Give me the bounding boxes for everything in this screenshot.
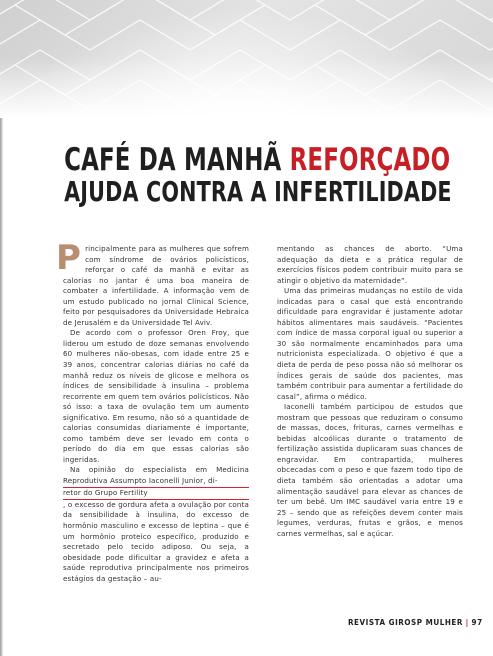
highlighted-text: Assumpto Iaconelli Junior, di- bbox=[109, 476, 218, 486]
article-paragraph: De acordo com o professor Oren Froy, que liderou um estudo de doze semanas envolvendo 60 mulheres não-obesas, com idade entre 25 e 39 anos, concentrar calorias diárias no café da manhã reduz os níveis de glicose e melhora os índices de sensibilidade à insulina – problema recorrente em quem tem ovários policísticos. Não só isso: a taxa de ovulação tem um aumento significativo. Em resumo, não só a quantidade de calorias consumidas diariamente é importante, como também deve ser levado em conta o período do dia em que essas calorias são ingeridas. bbox=[63, 328, 249, 464]
article-paragraph: Uma das primeiras mudanças no estilo de vida indicadas para o casal que está encontrando dificuldade para engravidar é justamente adotar hábitos alimentares mais saudáveis. “Pacientes com índice de massa corporal igual ou superior a 30 são normalmente encaminhados para uma nutricionista especializada. O objetivo é que a dieta de perda de peso possa não só melhorar os índices gerais de saúde dos pacientes, mas também contribuir para aumentar a fertilidade do casal”, afirma o médico. bbox=[277, 286, 463, 401]
headline-line-1 bbox=[64, 142, 451, 178]
paragraph-text: Na opinião do especialista em Medicina Reprodutiva bbox=[63, 465, 249, 486]
headline-main: CAFÉ DA MANHÃ bbox=[64, 142, 282, 178]
article-paragraph bbox=[56, 238, 249, 328]
article-paragraph: mentando as chances de aborto. “Uma adequação da dieta e a prática regular de exercícios físicos podem contribuir muito para se atingir o objetivo da maternidade”. bbox=[277, 244, 463, 285]
paragraph-text: , o excesso de gordura afeta a ovulação por conta da sensibilidade à insulina, do excesso de hormônio masculino e excesso de leptina – que é um hormônio proteico específico, produzido e secretado pelo tecido adiposo. Ou seja, a obesidade pode dificultar a gravidez e afeta a saúde reprodutiva principalmente nos primeiros estágios da gestação – au- bbox=[63, 499, 249, 583]
article-column-right bbox=[277, 244, 463, 539]
headline-line-2: AJUDA CONTRA A INFERTILIDADE bbox=[64, 175, 452, 208]
headline-accent: REFORÇADO bbox=[289, 142, 451, 178]
geometric-pattern-icon bbox=[0, 0, 493, 118]
page-number: 97 bbox=[471, 618, 483, 627]
article-column-left bbox=[56, 238, 249, 584]
article-paragraph bbox=[63, 465, 249, 584]
paragraph-text: rincipalmente para as mulheres que sofrem com síndrome de ovários policísticos, reforçar o café da manhã e evitar as calorias no jantar é uma boa maneira de combater a infertilidade. A informação vem de um estudo publicado no jornal Clinical Science, feito por pesquisadores da Universidade Hebraica de Jerusalém e da Universidade Tel Aviv. bbox=[63, 244, 249, 327]
decorative-pattern-header bbox=[0, 0, 493, 118]
page-footer bbox=[348, 618, 483, 627]
highlighted-text: retor do Grupo Fertility bbox=[63, 487, 148, 497]
article-paragraph: Iaconelli também participou de estudos que mostram que pessoas que reduziram o consumo de massas, doces, frituras, carnes vermelhas e bebidas alcoólicas durante o tratamento de fertilização assistida duplicaram suas chances de engravidar. Em contrapartida, mulheres obcecadas com o peso e que fazem todo tipo de dieta também são orientadas a adotar uma alimentação saudável para elevar as chances de ter um bebê. Um IMC saudável varia entre 19 e 25 – sendo que as refeições devem conter mais legumes, verduras, frutas e grãos, e menos carnes vermelhas, sal e açúcar. bbox=[277, 402, 463, 538]
drop-cap: P bbox=[56, 238, 82, 278]
footer-separator: | bbox=[466, 618, 470, 627]
red-underline bbox=[63, 499, 249, 500]
magazine-name: REVISTA GIROSP MULHER bbox=[348, 618, 464, 627]
